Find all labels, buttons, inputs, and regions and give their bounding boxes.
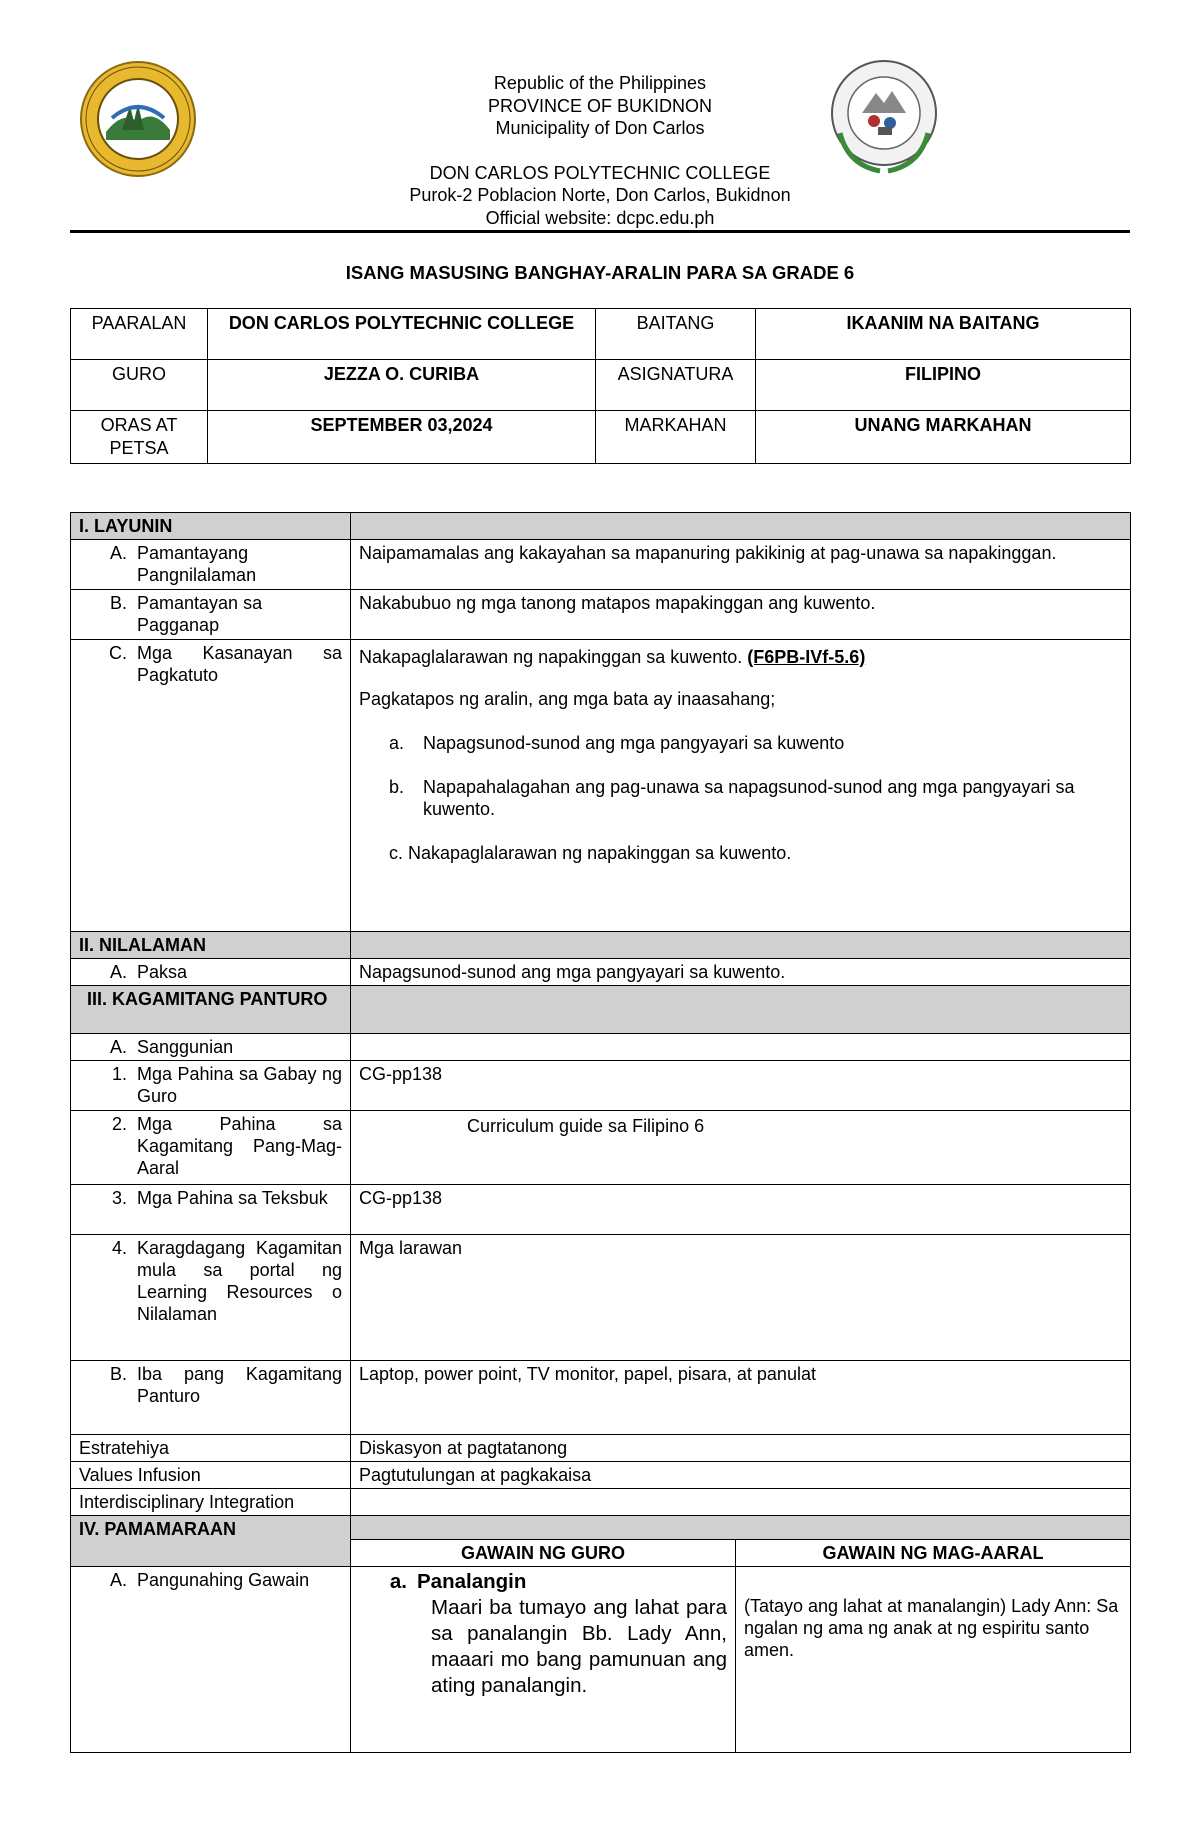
pamamaraan-heading: IV. PAMAMARAAN [71,1516,351,1567]
gawain-mag-aaral-header: GAWAIN NG MAG-AARAL [736,1540,1131,1567]
layunin-c-marker: C. [109,643,127,663]
item2-marker: 2. [111,1114,127,1134]
gawain-guro-cell [351,1567,736,1753]
objective-c: c. Nakapaglalarawan ng napakinggan sa kuwento. [389,843,792,863]
item3-label-cell [71,1185,351,1235]
item1-value: CG-pp138 [351,1061,1131,1111]
item1-marker: 1. [111,1064,127,1084]
item3-value: CG-pp138 [351,1185,1131,1235]
item1-label: Mga Pahina sa Gabay ng Guro [137,1064,342,1106]
sanggunian-label: Sanggunian [137,1037,234,1057]
layunin-c-label: Mga Kasanayan sa Pagkatuto [137,643,342,685]
kagamitan-heading: III. KAGAMITANG PANTURO [71,986,351,1034]
nilalaman-heading: II. NILALAMAN [71,932,351,959]
pangunahing-label-cell [71,1567,351,1753]
kagamitan-heading-fill [351,986,1131,1034]
document-title: ISANG MASUSING BANGHAY-ARALIN PARA SA GRADE 6 [345,262,855,283]
item2-value: Curriculum guide sa Filipino 6 [351,1111,1131,1185]
item4-label: Karagdagang Kagamitan mula sa portal ng Learning Resources o Nilalaman [137,1238,342,1324]
baitang-label: BAITANG [596,309,756,360]
markahan-label: MARKAHAN [596,411,756,464]
asignatura-value: FILIPINO [756,360,1131,411]
municipality-line: Municipality of Don Carlos [495,118,705,138]
layunin-b-label: Pamantayan sa Pagganap [137,593,263,635]
layunin-b-marker: B. [109,593,127,613]
oras-label: ORAS AT PETSA [71,411,208,464]
paaralan-label: PAARALAN [71,309,208,360]
layunin-c-label-cell [71,640,351,932]
lesson-plan-table [70,512,1131,1753]
pangunahing-label: Pangunahing Gawain [137,1570,310,1590]
nilalaman-a-label-cell [71,959,351,986]
nilalaman-a-label: Paksa [137,962,188,982]
layunin-a-marker: A. [109,543,127,563]
item4-label-cell [71,1235,351,1361]
item2-label-cell [71,1111,351,1185]
panalangin-title: Panalangin [417,1570,527,1593]
panalangin-mag-aaral-text: (Tatayo ang lahat at manalangin) Lady Ann: Sa ngalan ng ama ng anak at ng espiritu santo amen. [736,1567,1131,1753]
item3-marker: 3. [111,1188,127,1208]
nilalaman-a-marker: A. [109,962,127,982]
objective-a [389,732,1122,754]
pamamaraan-heading-fill [351,1516,1131,1540]
item2-label: Mga Pahina sa Kagamitang Pang-Mag-Aaral [137,1114,342,1178]
objective-a-marker: a. [389,733,405,753]
item4-marker: 4. [111,1238,127,1258]
province-line: PROVINCE OF BUKIDNON [487,95,713,116]
iba-label-cell [71,1361,351,1435]
panalangin-marker: a. [389,1570,407,1593]
values-value: Pagtutulungan at pagkakaisa [351,1462,1131,1489]
lesson-info-table [70,308,1131,464]
layunin-c-intro: Pagkatapos ng aralin, ang mga bata ay inaasahang; [359,689,776,709]
objective-b-marker: b. [389,777,405,797]
markahan-value: UNANG MARKAHAN [756,411,1131,464]
sanggunian-value [351,1034,1131,1061]
paaralan-value: DON CARLOS POLYTECHNIC COLLEGE [208,309,596,360]
competency-code: (F6PB-IVf-5.6) [747,647,866,667]
header-divider [70,230,1130,233]
layunin-b-label-cell [71,590,351,640]
interdisciplinary-value [351,1489,1131,1516]
iba-label: Iba pang Kagamitang Panturo [137,1364,342,1406]
guro-label: GURO [71,360,208,411]
school-name: DON CARLOS POLYTECHNIC COLLEGE [429,162,771,183]
gawain-guro-header: GAWAIN NG GURO [351,1540,736,1567]
sanggunian-label-cell [71,1034,351,1061]
school-address: Purok-2 Poblacion Norte, Don Carlos, Bukidnon [409,185,791,205]
nilalaman-heading-fill [351,932,1131,959]
estratehiya-value: Diskasyon at pagtatanong [351,1435,1131,1462]
layunin-heading-fill [351,513,1131,540]
objective-b [389,776,1122,820]
sanggunian-marker: A. [109,1037,127,1057]
objective-a-text: Napagsunod-sunod ang mga pangyayari sa kuwento [423,733,845,753]
layunin-b-value: Nakabubuo ng mga tanong matapos mapakinggan ang kuwento. [351,590,1131,640]
item1-label-cell [71,1061,351,1111]
item4-value: Mga larawan [351,1235,1131,1361]
values-label: Values Infusion [71,1462,351,1489]
oras-value: SEPTEMBER 03,2024 [208,411,596,464]
iba-marker: B. [109,1364,127,1384]
municipality-seal-logo [78,60,198,178]
nilalaman-a-value: Napagsunod-sunod ang mga pangyayari sa kuwento. [351,959,1131,986]
layunin-a-label-cell [71,540,351,590]
estratehiya-label: Estratehiya [71,1435,351,1462]
interdisciplinary-label: Interdisciplinary Integration [71,1489,351,1516]
layunin-c-content [351,640,1131,932]
pangunahing-marker: A. [109,1570,127,1590]
school-website: Official website: dcpc.edu.ph [485,207,715,228]
layunin-c-value: Nakapaglalarawan ng napakinggan sa kuwento. [359,647,743,667]
panalangin-guro-text: Maari ba tumayo ang lahat para sa panalangin Bb. Lady Ann, maaari mo bang pamunuan ang ating panalangin. [431,1596,727,1697]
guro-value: JEZZA O. CURIBA [208,360,596,411]
objective-b-text: Napapahalagahan ang pag-unawa sa napagsunod-sunod ang mga pangyayari sa kuwento. [423,777,1075,819]
iba-value: Laptop, power point, TV monitor, papel, pisara, at panulat [351,1361,1131,1435]
layunin-a-label: Pamantayang Pangnilalaman [137,543,257,585]
baitang-value: IKAANIM NA BAITANG [756,309,1131,360]
letterhead [300,72,900,229]
college-seal-logo [818,55,950,183]
layunin-heading: I. LAYUNIN [71,513,351,540]
republic-line: Republic of the Philippines [493,73,707,93]
item3-label: Mga Pahina sa Teksbuk [137,1188,328,1208]
layunin-a-value: Naipamamalas ang kakayahan sa mapanuring pakikinig at pag-unawa sa napakinggan. [351,540,1131,590]
asignatura-label: ASIGNATURA [596,360,756,411]
